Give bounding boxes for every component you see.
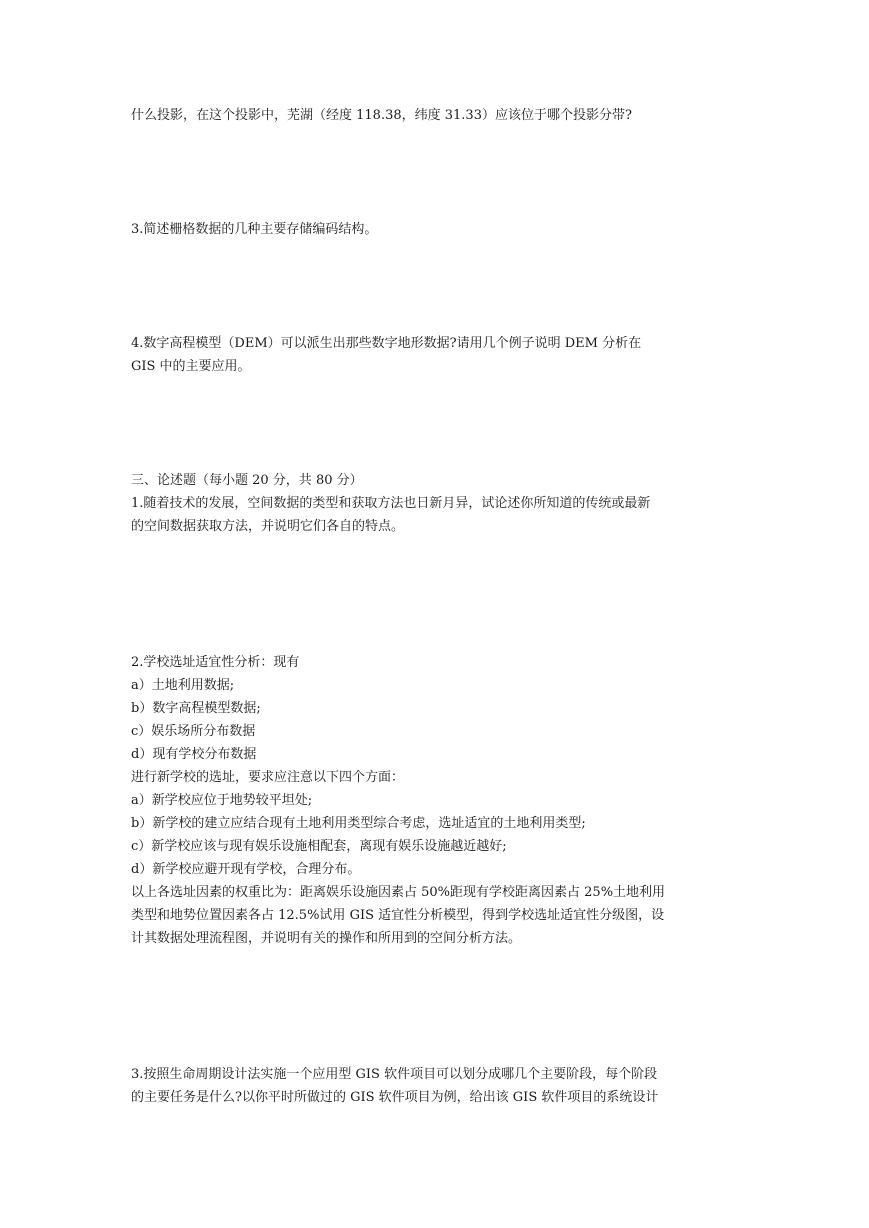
question-3: 3.简述栅格数据的几种主要存储编码结构。 — [131, 222, 378, 237]
essay-2-requirements-intro: 进行新学校的选址，要求应注意以下四个方面： — [131, 770, 405, 785]
essay-2-data-b: b）数字高程模型数据; — [131, 701, 261, 716]
essay-2-weights-line-2: 类型和地势位置因素各占 12.5%试用 GIS 适宜性分析模型，得到学校选址适宜性分级图，设 — [131, 908, 665, 923]
essay-2-data-a: a）土地利用数据; — [131, 678, 235, 693]
essay-1-line-2: 的空间数据获取方法，并说明它们各自的特点。 — [131, 519, 405, 534]
essay-2-data-d: d）现有学校分布数据 — [131, 747, 257, 762]
essay-2-weights-line-1: 以上各选址因素的权重比为：距离娱乐设施因素占 50%距现有学校距离因素占 25%土地利用 — [131, 885, 666, 900]
essay-2-req-c: c）新学校应该与现有娱乐设施相配套，离现有娱乐设施越近越好; — [131, 839, 507, 854]
essay-1-line-1: 1.随着技术的发展，空间数据的类型和获取方法也日新月异，试论述你所知道的传统或最新 — [131, 496, 651, 511]
section-3-title: 三、论述题（每小题 20 分，共 80 分） — [131, 473, 363, 488]
question-2-continuation: 什么投影，在这个投影中，芜湖（经度 118.38，纬度 31.33）应该位于哪个投影分带? — [131, 108, 632, 123]
essay-2-data-c: c）娱乐场所分布数据 — [131, 724, 256, 739]
essay-2-req-d: d）新学校应避开现有学校，合理分布。 — [131, 862, 361, 877]
question-4-line-2: GIS 中的主要应用。 — [131, 359, 251, 374]
essay-2-req-b: b）新学校的建立应结合现有土地利用类型综合考虑，选址适宜的土地利用类型; — [131, 816, 586, 831]
essay-2-heading: 2.学校选址适宜性分析：现有 — [131, 655, 300, 670]
essay-2-req-a: a）新学校应位于地势较平坦处; — [131, 793, 313, 808]
question-4-line-1: 4.数字高程模型（DEM）可以派生出那些数字地形数据?请用几个例子说明 DEM 分析在 — [131, 336, 642, 351]
essay-3-line-2: 的主要任务是什么?以你平时所做过的 GIS 软件项目为例，给出该 GIS 软件项目的系统设计 — [131, 1090, 659, 1105]
essay-2-weights-line-3: 计其数据处理流程图，并说明有关的操作和所用到的空间分析方法。 — [131, 931, 522, 946]
essay-3-line-1: 3.按照生命周期设计法实施一个应用型 GIS 软件项目可以划分成哪几个主要阶段，每个阶段 — [131, 1067, 658, 1082]
